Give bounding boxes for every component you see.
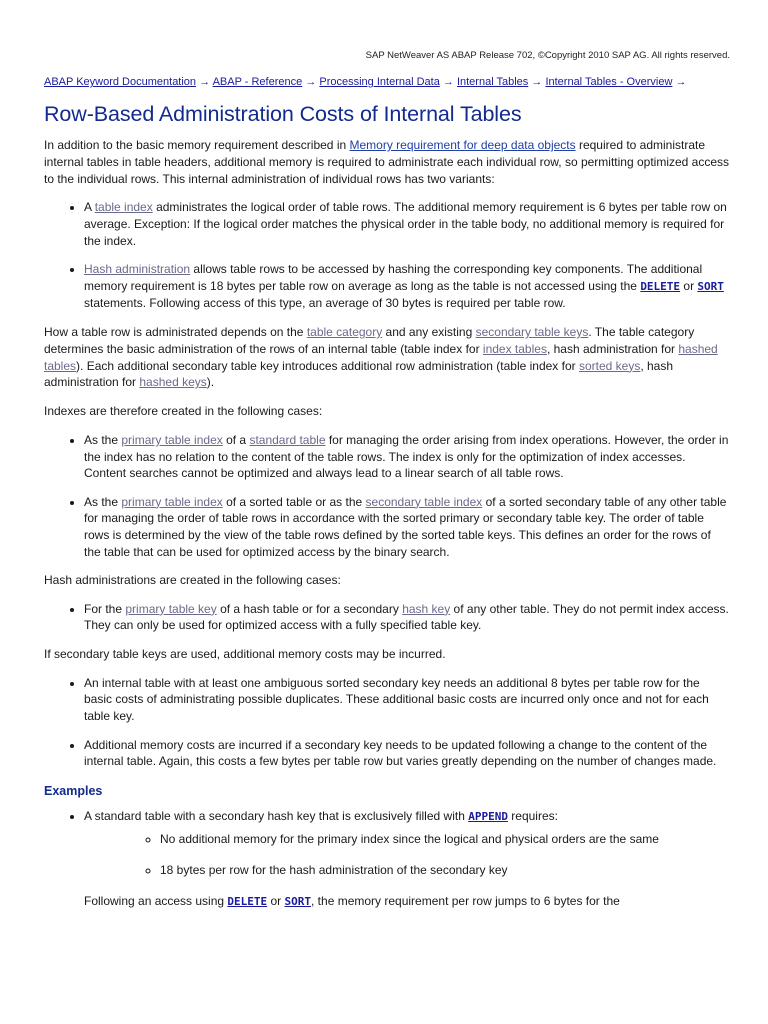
link-primary-table-index[interactable]: primary table index [121,494,223,509]
list-item [84,261,730,312]
copyright-line: SAP NetWeaver AS ABAP Release 702, ©Copyright 2010 SAP AG. All rights reserved. [365,50,730,61]
keyword-sort-link[interactable]: SORT [284,894,312,908]
example-sublist [84,831,730,878]
breadcrumb-arrow-icon: → [531,76,543,88]
intro-text: In addition to the basic memory requirement described in [44,138,350,152]
item-text: requires: [507,808,558,823]
intro-text: required to administrate internal tables in table headers, additional memory is required to administrate each individual row, so permitting optimized access to the individual rows. This internal administration of individual rows has two variants: [44,138,730,186]
link-hashed-tables[interactable]: hashed tables [44,341,718,373]
item-text: statements. Following access of this type, an average of 30 bytes is required per table row. [84,296,566,311]
para-text: , the memory requirement per row jumps to 6 bytes for the [311,893,620,908]
variants-list [44,199,730,312]
list-item [84,494,730,560]
link-hash-key[interactable]: hash key [402,601,451,616]
para-text: . The table category determines the basic administration of the rows of an internal table (table index for [44,324,695,356]
list-item [84,601,730,634]
list-item: • An internal table with at least one ambiguous sorted secondary key needs an additional 8 bytes per table row for the basic costs of administrating possible duplicates. These additional basic costs are incurred only once and not for each table key. [84,675,730,725]
list-item [84,432,730,482]
para-text: How a table row is administrated depends on the [44,324,307,339]
hash-intro: Hash administrations are created in the following cases: [44,573,341,588]
table-category-paragraph [44,324,730,391]
list-item: • Additional memory costs are incurred if a secondary key needs to be updated following a change to the content of the internal table. Again, this costs a few bytes per table row but varies greatly depending on the number of changes made. [84,737,730,770]
list-item [84,199,730,249]
breadcrumb-arrow-icon: → [305,76,317,88]
breadcrumb-arrow-icon: → [199,76,211,88]
breadcrumb-link-keyword-doc[interactable]: ABAP Keyword Documentation [44,76,197,88]
item-text: administrates the logical order of table rows. The additional memory requirement is 6 bytes per table row on average. Exception: If the logical order matches the physical order in the table body, no additional memory is required for the index. [84,200,727,248]
link-memory-requirement[interactable]: Memory requirement for deep data objects [349,138,576,152]
keyword-append-link[interactable]: APPEND [468,809,508,823]
document-page [44,0,730,922]
breadcrumb-arrow-icon: → [675,76,687,88]
para-text: Following an access using [84,893,228,908]
item-text: As the [84,432,122,447]
page-title: Row-Based Administration Costs of Internal Tables [44,102,522,126]
breadcrumb-link-internal-tables[interactable]: Internal Tables [456,76,529,88]
secondary-keys-intro: If secondary table keys are used, additional memory costs may be incurred. [44,647,446,662]
link-primary-table-index[interactable]: primary table index [121,432,223,447]
para-text: , hash administration for [44,358,674,390]
link-table-category[interactable]: table category [306,324,383,339]
para-text: or [267,893,285,908]
item-text: A standard table with a secondary hash key that is exclusively filled with [84,808,469,823]
item-text: or [680,278,698,293]
item-text: of any other table. They do not permit index access. They can only be used for optimized access with a fully specified table key. [84,601,729,633]
link-secondary-table-keys[interactable]: secondary table keys [475,324,589,339]
breadcrumb-arrow-icon: → [442,76,454,88]
example-follow-paragraph [44,893,730,911]
examples-list [44,808,730,879]
sublist-item: ◦ No additional memory for the primary index since the logical and physical orders are the same [160,831,730,848]
link-standard-table[interactable]: standard table [249,432,326,447]
sublist-item: ◦ 18 bytes per row for the hash administration of the secondary key [160,862,730,879]
indexes-intro: Indexes are therefore created in the following cases: [44,404,323,419]
keyword-delete-link[interactable]: DELETE [640,279,681,293]
link-sorted-keys[interactable]: sorted keys [578,358,641,373]
item-text: allows table rows to be accessed by hashing the corresponding key components. The additional memory requirement is 18 bytes per table row on average as long as the table is not accessed using the [84,262,703,293]
para-text: and any existing [382,324,476,339]
link-index-tables[interactable]: index tables [482,341,547,356]
hash-list [44,601,730,634]
item-text: of a sorted secondary table of any other table for managing the order of table rows in accordance with the sorted primary or secondary table key. The order of table rows is determined by the view of the table rows defined by the sorted table keys. This defines an order for the rows of the table that can be used for optimized access by the binary search. [84,494,727,559]
item-text: of a [222,432,250,447]
breadcrumb [44,75,730,89]
secondary-costs-list [44,675,730,770]
intro-paragraph [44,137,730,187]
examples-heading: Examples [44,783,103,798]
breadcrumb-link-reference[interactable]: ABAP - Reference [212,76,303,88]
item-text: For the [84,601,126,616]
item-text: of a hash table or for a secondary [216,601,403,616]
para-text: ). Each additional secondary table key introduces additional row administration (table index for [76,358,579,373]
list-item [84,808,730,879]
item-text: of a sorted table or as the [222,494,366,509]
breadcrumb-link-internal-tables-overview[interactable]: Internal Tables - Overview [545,76,673,88]
link-hashed-keys[interactable]: hashed keys [139,375,207,390]
keyword-delete-link[interactable]: DELETE [227,894,268,908]
indexes-list [44,432,730,560]
link-hash-administration[interactable]: Hash administration [84,262,191,277]
keyword-sort-link[interactable]: SORT [697,279,724,293]
link-table-index[interactable]: table index [94,200,153,215]
item-text: As the [84,494,122,509]
item-text: for managing the order arising from index operations. However, the order in the index has no relation to the content of the table rows. The index is only for the optimization of index accesses. Content searches cannot be optimized and always lead to a linear search of all table rows. [84,432,729,481]
link-primary-table-key[interactable]: primary table key [125,601,217,616]
link-secondary-table-index[interactable]: secondary table index [365,494,483,509]
item-text: A [84,200,95,215]
para-text: ). [206,375,215,390]
breadcrumb-link-processing-internal-data[interactable]: Processing Internal Data [319,76,440,88]
para-text: , hash administration for [546,341,679,356]
